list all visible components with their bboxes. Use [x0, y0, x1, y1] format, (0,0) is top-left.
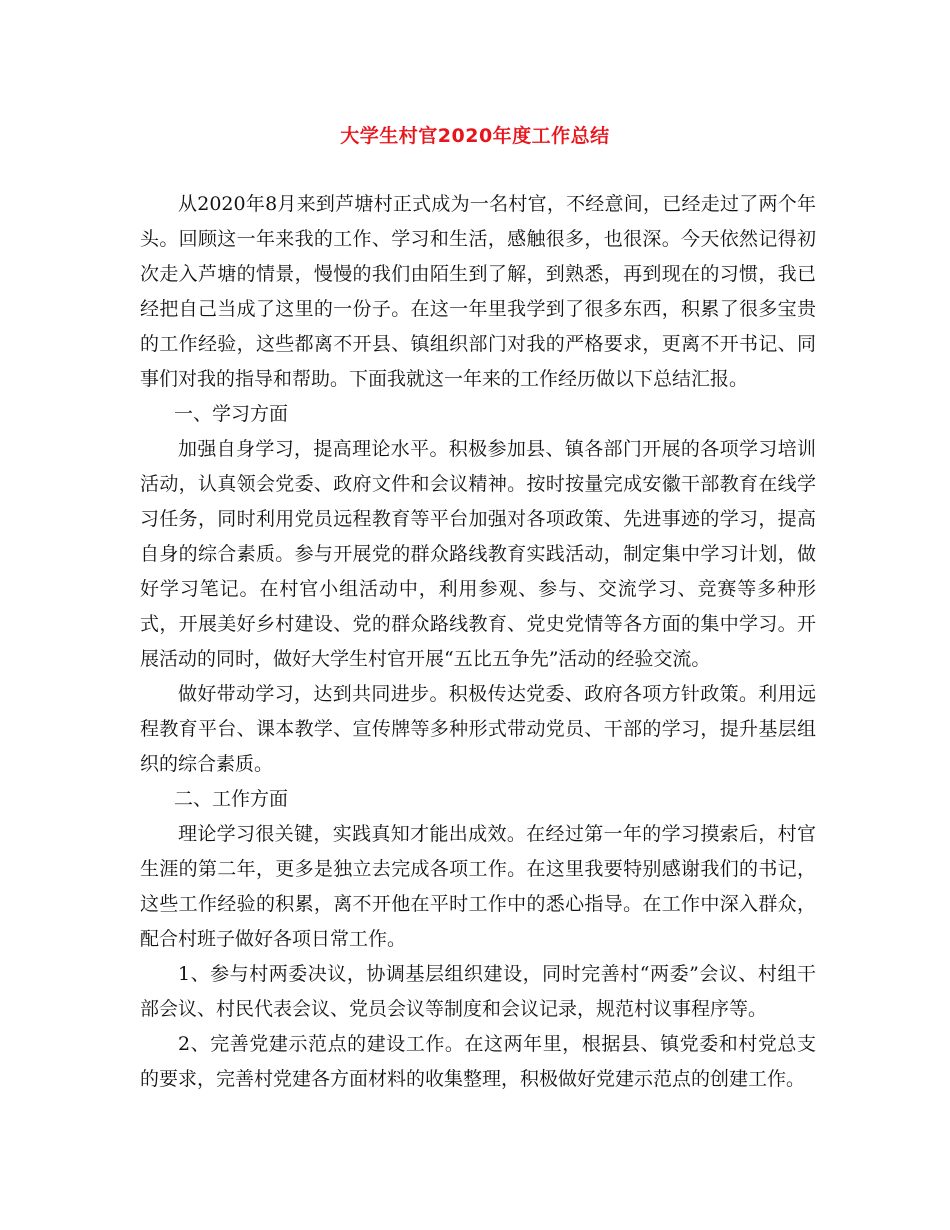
study-paragraph-2: 做好带动学习，达到共同进步。积极传达党委、政府各项方针政策。利用远程教育平台、课本教学、宣传牌等多种形式带动党员、干部的学习，提升基层组织的综合素质。	[140, 683, 816, 775]
work-item-1: 1、参与村两委决议，协调基层组织建设，同时完善村“两委”会议、村组干部会议、村民代表会议、党员会议等制度和会议记录，规范村议事程序等。	[140, 963, 816, 1020]
intro-paragraph: 从2020年8月来到芦塘村正式成为一名村官，不经意间，已经走过了两个年头。回顾这一年来我的工作、学习和生活，感触很多，也很深。今天依然记得初次走入芦塘的情景，慢慢的我们由陌生到了解，到熟悉，再到现在的习惯，我已经把自己当成了这里的一份子。在这一年里我学到了很多东西，积累了很多宝贵的工作经验，这些都离不开县、镇组织部门对我的严格要求，更离不开书记、同事们对我的指导和帮助。下面我就这一年来的工作经历做以下总结汇报。	[140, 193, 816, 390]
section-heading-study: 一、学习方面	[174, 403, 289, 425]
document-body	[140, 187, 816, 1097]
study-paragraph-1: 加强自身学习，提高理论水平。积极参加县、镇各部门开展的各项学习培训活动，认真领会党委、政府文件和会议精神。按时按量完成安徽干部教育在线学习任务，同时利用党员远程教育等平台加强对各项政策、先进事迹的学习，提高自身的综合素质。参与开展党的群众路线教育实践活动，制定集中学习计划，做好学习笔记。在村官小组活动中，利用参观、参与、交流学习、竞赛等多种形式，开展美好乡村建设、党的群众路线教育、党史党情等各方面的集中学习。开展活动的同时，做好大学生村官开展“五比五争先”活动的经验交流。	[140, 438, 816, 670]
document-title: 大学生村官2020年度工作总结	[340, 125, 610, 147]
work-paragraph-1: 理论学习很关键，实践真知才能出成效。在经过第一年的学习摸索后，村官生涯的第二年，更多是独立去完成各项工作。在这里我要特别感谢我们的书记，这些工作经验的积累，离不开他在平时工作中的悉心指导。在工作中深入群众，配合村班子做好各项日常工作。	[140, 823, 816, 950]
section-heading-work: 二、工作方面	[174, 788, 289, 810]
work-item-2: 2、完善党建示范点的建设工作。在这两年里，根据县、镇党委和村党总支的要求，完善村党建各方面材料的收集整理，积极做好党建示范点的创建工作。	[140, 1033, 816, 1090]
